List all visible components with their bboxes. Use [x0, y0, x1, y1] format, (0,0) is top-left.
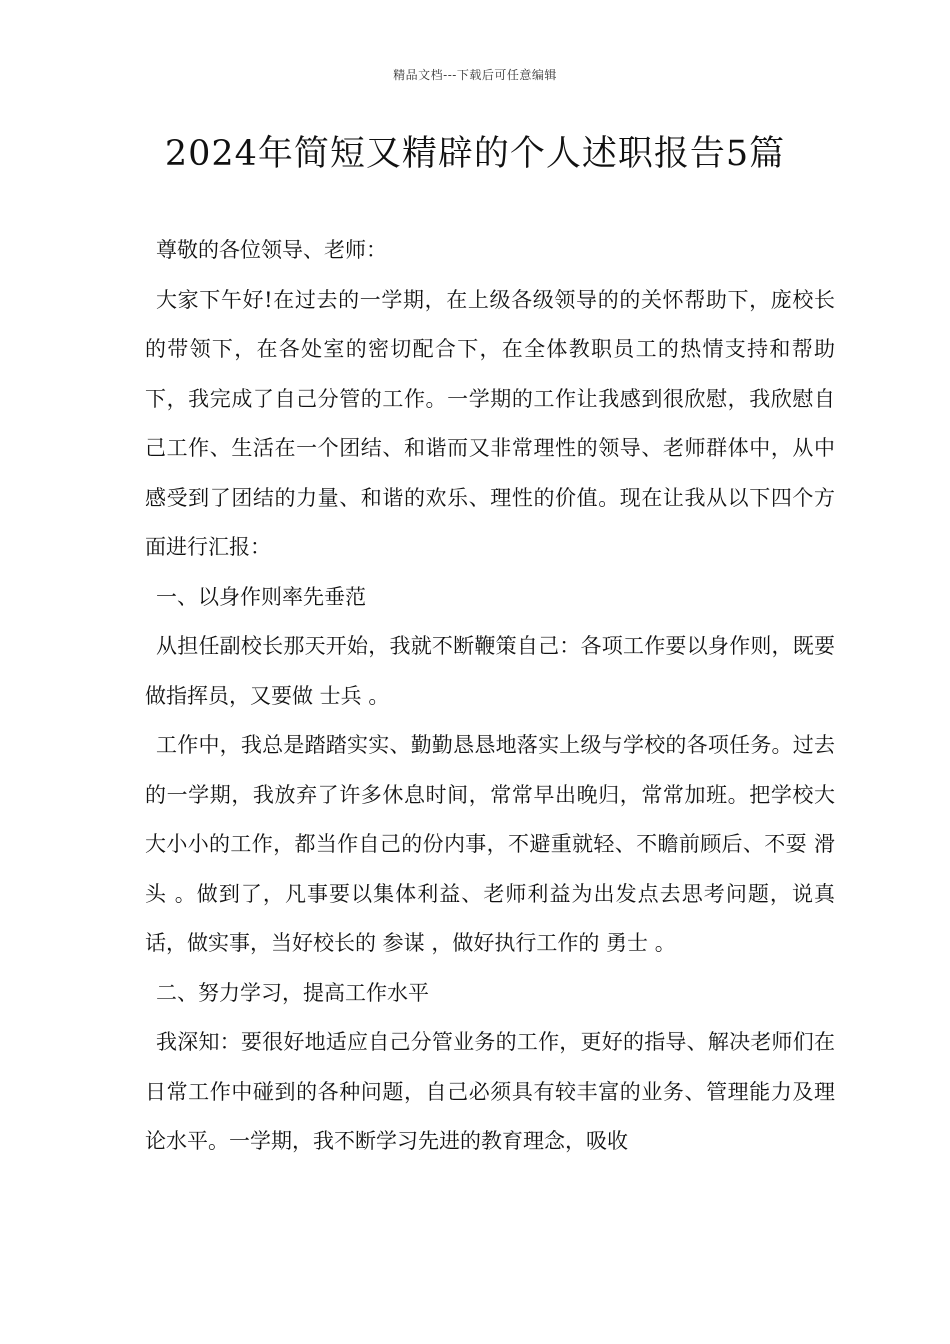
- intro-paragraph: 大家下午好!在过去的一学期，在上级各级领导的的关怀帮助下，庞校长的带领下，在各处室的密切配合下，在全体教职员工的热情支持和帮助下，我完成了自己分管的工作。一学期的工作让我感到很欣慰，我欣慰自己工作、生活在一个团结、和谐而又非常理性的领导、老师群体中，从中感受到了团结的力量、和谐的欢乐、理性的价值。现在让我从以下四个方面进行汇报：: [145, 287, 835, 559]
- section-heading-2: 二、努力学习，提高工作水平: [156, 980, 429, 1005]
- section-1-paragraph-1: 从担任副校长那天开始，我就不断鞭策自己：各项工作要以身作则，既要做指挥员，又要做 士兵 。: [145, 634, 835, 708]
- section-heading-1: 一、以身作则率先垂范: [156, 584, 366, 609]
- document-body: [145, 226, 835, 1167]
- section-1-paragraph-2: 工作中，我总是踏踏实实、勤勤恳恳地落实上级与学校的各项任务。过去的一学期，我放弃了许多休息时间，常常早出晚归，常常加班。把学校大大小小的工作，都当作自己的份内事，不避重就轻、不瞻前顾后、不耍 滑头 。做到了，凡事要以集体利益、老师利益为出发点去思考问题，说真话，做实事，当好校长的 参谋 ，做好执行工作的 勇士 。: [145, 733, 835, 955]
- document-header-note: 精品文档---下载后可任意编辑: [393, 68, 557, 82]
- section-2-paragraph-1: 我深知：要很好地适应自己分管业务的工作，更好的指导、解决老师们在日常工作中碰到的各种问题，自己必须具有较丰富的业务、管理能力及理论水平。一学期，我不断学习先进的教育理念，吸收: [145, 1030, 835, 1153]
- greeting-paragraph: 尊敬的各位领导、老师：: [156, 238, 387, 262]
- document-title: 2024年简短又精辟的个人述职报告5篇: [164, 134, 786, 174]
